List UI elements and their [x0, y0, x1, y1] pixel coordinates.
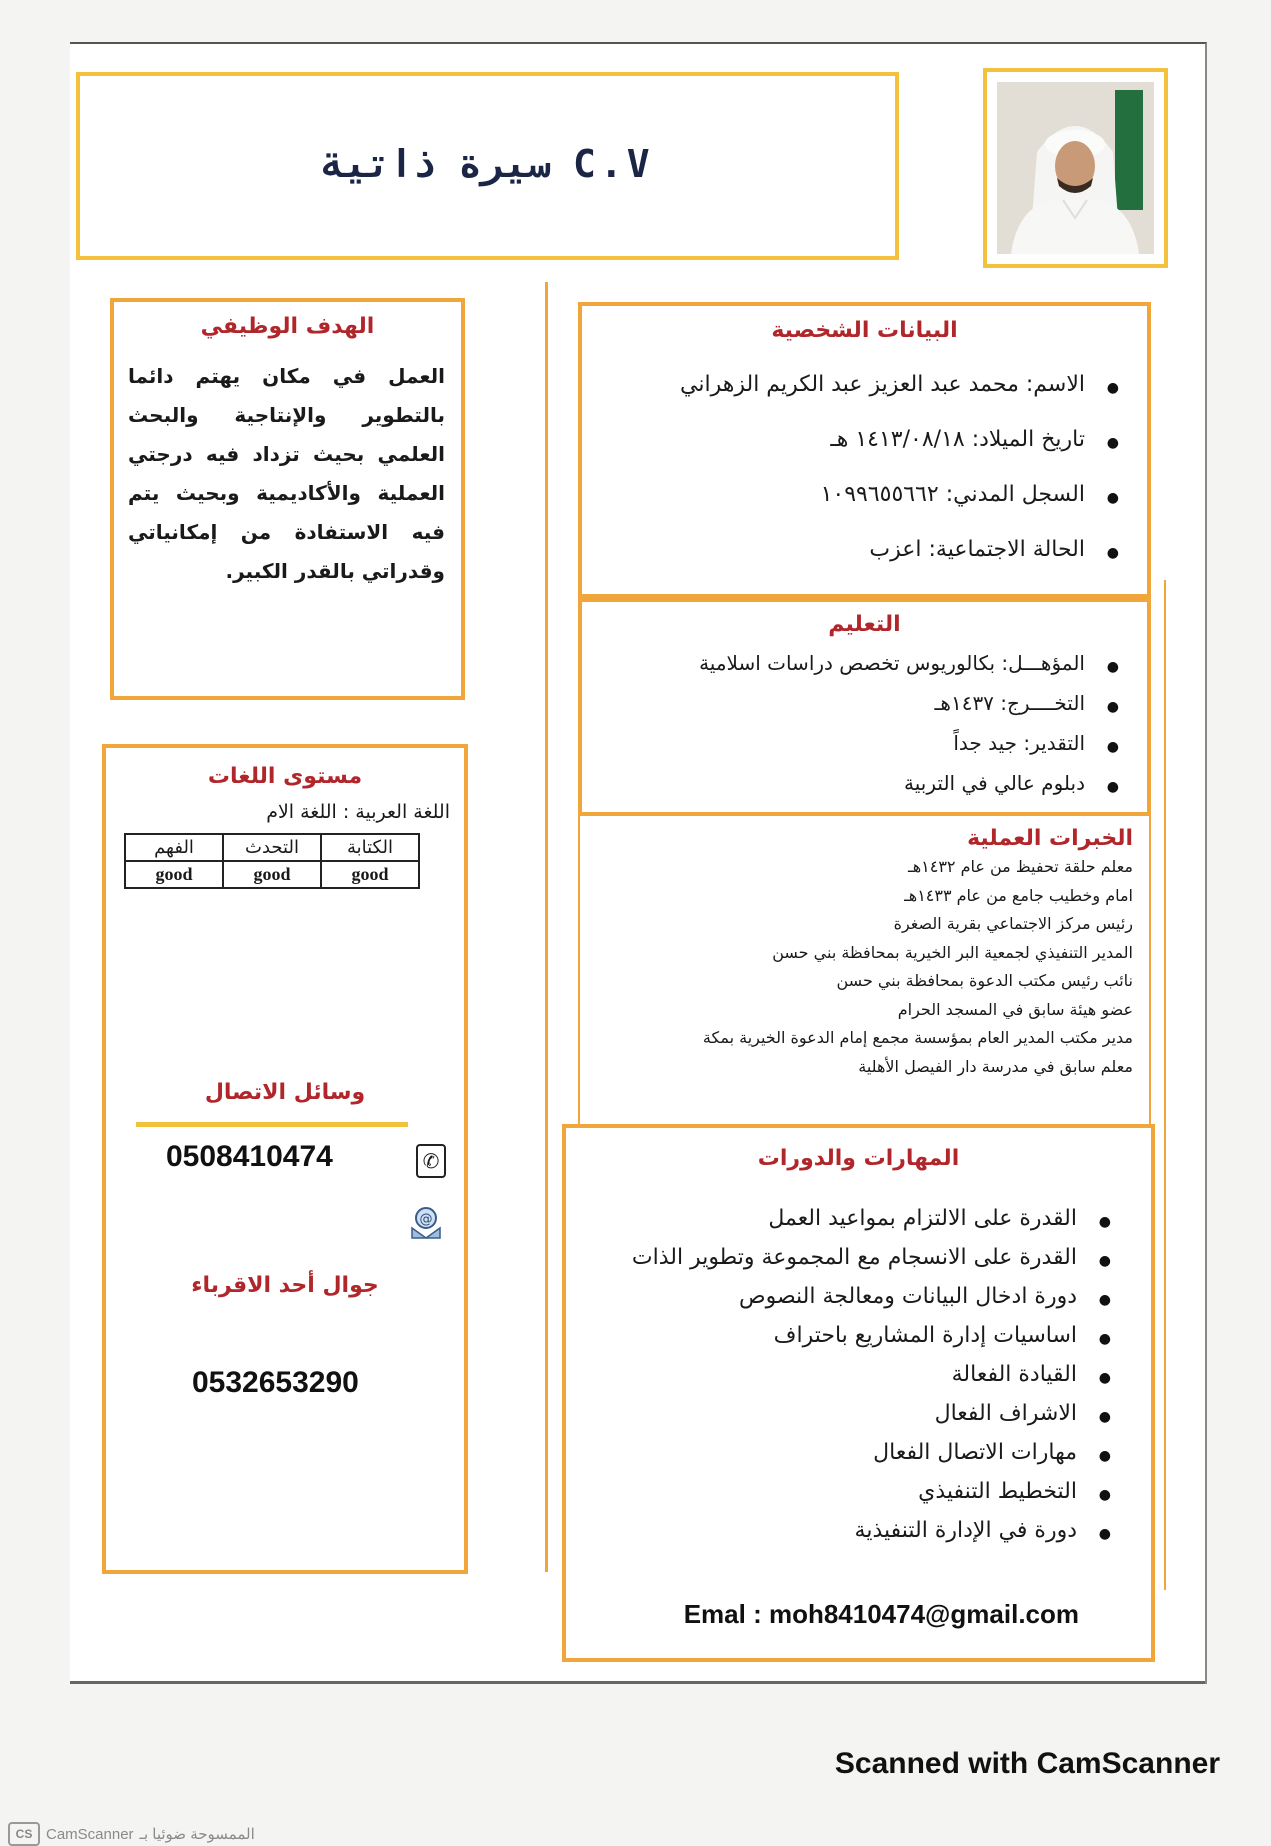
skill-item: ● القدرة على الانسجام مع المجموعة وتطوير الذات: [576, 1238, 1111, 1277]
relative-phone-number[interactable]: 0532653290: [192, 1366, 359, 1399]
skills-heading: المهارات والدورات: [757, 1146, 960, 1171]
personal-name: ● الاسم: محمد عبد العزيز عبد الكريم الزهراني: [592, 357, 1119, 412]
education-list: [592, 643, 1119, 803]
sheet-bottom-rule: [70, 1681, 1205, 1684]
skills-list: [576, 1199, 1111, 1550]
objective-text: العمل في مكان يهتم دائما بالتطوير والإنتاجية والبحث العلمي بحيث تزداد فيه درجتي العملية والأكاديمية وبحيث يتم فيه الاستفادة من إمكانياتي وقدراتي بالقدر الكبير.: [128, 364, 445, 583]
skill-item: ● الاشراف الفعال: [576, 1394, 1111, 1433]
svg-text:@: @: [419, 1212, 433, 1227]
education-graduation: ● التخــــرج: ١٤٣٧هـ: [592, 683, 1119, 723]
language-table: [124, 833, 420, 889]
personal-civil-id: ● السجل المدني: ١٠٩٩٦٥٥٦٦٢: [592, 467, 1119, 522]
experience-item: المدير التنفيذي لجمعية البر الخيرية بمحافظة بني حسن: [772, 942, 1133, 962]
person-portrait-icon: [997, 82, 1154, 254]
experience-heading: الخبرات العملية: [967, 826, 1133, 851]
right-divider: [1164, 580, 1166, 1590]
personal-list: [592, 357, 1119, 577]
language-header-speaking: التحدث: [223, 834, 321, 861]
contact-heading: وسائل الاتصال: [204, 1080, 366, 1105]
skill-item: ● القدرة على الالتزام بمواعيد العمل: [576, 1199, 1111, 1238]
phone-icon: ✆: [416, 1144, 446, 1178]
experience-item: نائب رئيس مكتب الدعوة بمحافظة بني حسن: [836, 971, 1133, 990]
skill-item: ● اساسيات إدارة المشاريع باحتراف: [576, 1316, 1111, 1355]
education-heading: التعليم: [828, 612, 901, 637]
language-writing-level: good: [321, 861, 419, 888]
skill-item: ● القيادة الفعالة: [576, 1355, 1111, 1394]
camscanner-caption: الممسوحة ضوئيا بـ: [139, 1826, 255, 1843]
objective-section: [110, 298, 465, 700]
camscanner-app-name: CamScanner: [46, 1825, 134, 1843]
relative-phone-heading: جوال أحد الاقرباء: [191, 1273, 379, 1298]
experience-item: عضو هيئة سابق في المسجد الحرام: [897, 999, 1133, 1019]
experience-item: معلم سابق في مدرسة دار الفيصل الأهلية: [858, 1056, 1133, 1076]
personal-heading: البيانات الشخصية: [771, 318, 958, 343]
language-header-understanding: الفهم: [125, 834, 223, 861]
education-grade: ● التقدير: جيد جداً: [592, 723, 1119, 763]
education-degree: ● المؤهـــل: بكالوريوس تخصص دراسات اسلامية: [592, 643, 1119, 683]
experience-list: [590, 853, 1133, 1081]
experience-section: [578, 814, 1151, 1126]
experience-item: امام وخطيب جامع من عام ١٤٣٣هـ: [904, 885, 1133, 905]
personal-section: [578, 302, 1151, 598]
languages-heading: مستوى اللغات: [207, 764, 363, 789]
title-box: [76, 72, 899, 260]
scanned-with-label: Scanned with CamScanner: [834, 1747, 1220, 1780]
center-divider: [545, 282, 548, 1572]
skill-item: ● دورة ادخال البيانات ومعالجة النصوص: [576, 1277, 1111, 1316]
experience-item: مدير مكتب المدير العام بمؤسسة مجمع إمام الدعوة الخيرية بمكة: [702, 1028, 1133, 1047]
objective-heading: الهدف الوظيفي: [200, 314, 375, 339]
language-speaking-level: good: [223, 861, 321, 888]
profile-photo: [997, 82, 1154, 254]
experience-item: رئيس مركز الاجتماعي بقرية الصغرة: [893, 914, 1133, 933]
email-address[interactable]: Emal : moh8410474@gmail.com: [683, 1599, 1079, 1629]
personal-birthdate: ● تاريخ الميلاد: ١٤١٣/٠٨/١٨ هـ: [592, 412, 1119, 467]
education-section: [578, 598, 1151, 816]
skill-item: ● مهارات الاتصال الفعال: [576, 1433, 1111, 1472]
photo-frame: [983, 68, 1168, 268]
education-diploma: ● دبلوم عالي في التربية: [592, 763, 1119, 803]
personal-marital-status: ● الحالة الاجتماعية: اعزب: [592, 522, 1119, 577]
contact-underline: [136, 1122, 408, 1127]
email-icon: [408, 1204, 444, 1240]
phone-number[interactable]: 0508410474: [166, 1140, 333, 1173]
languages-contact-section: [102, 744, 468, 1574]
skills-section: [562, 1124, 1155, 1662]
mother-language: اللغة العربية : اللغة الام: [266, 801, 450, 823]
language-understanding-level: good: [125, 861, 223, 888]
skill-item: ● دورة في الإدارة التنفيذية: [576, 1511, 1111, 1550]
camscanner-logo-icon: CS: [8, 1822, 40, 1846]
camscanner-watermark: [8, 1822, 255, 1846]
experience-item: معلم حلقة تحفيظ من عام ١٤٣٢هـ: [908, 857, 1133, 876]
skill-item: ● التخطيط التنفيذي: [576, 1472, 1111, 1511]
page-title: سيرة ذاتية C.V: [321, 142, 654, 186]
language-header-writing: الكتابة: [321, 834, 419, 861]
